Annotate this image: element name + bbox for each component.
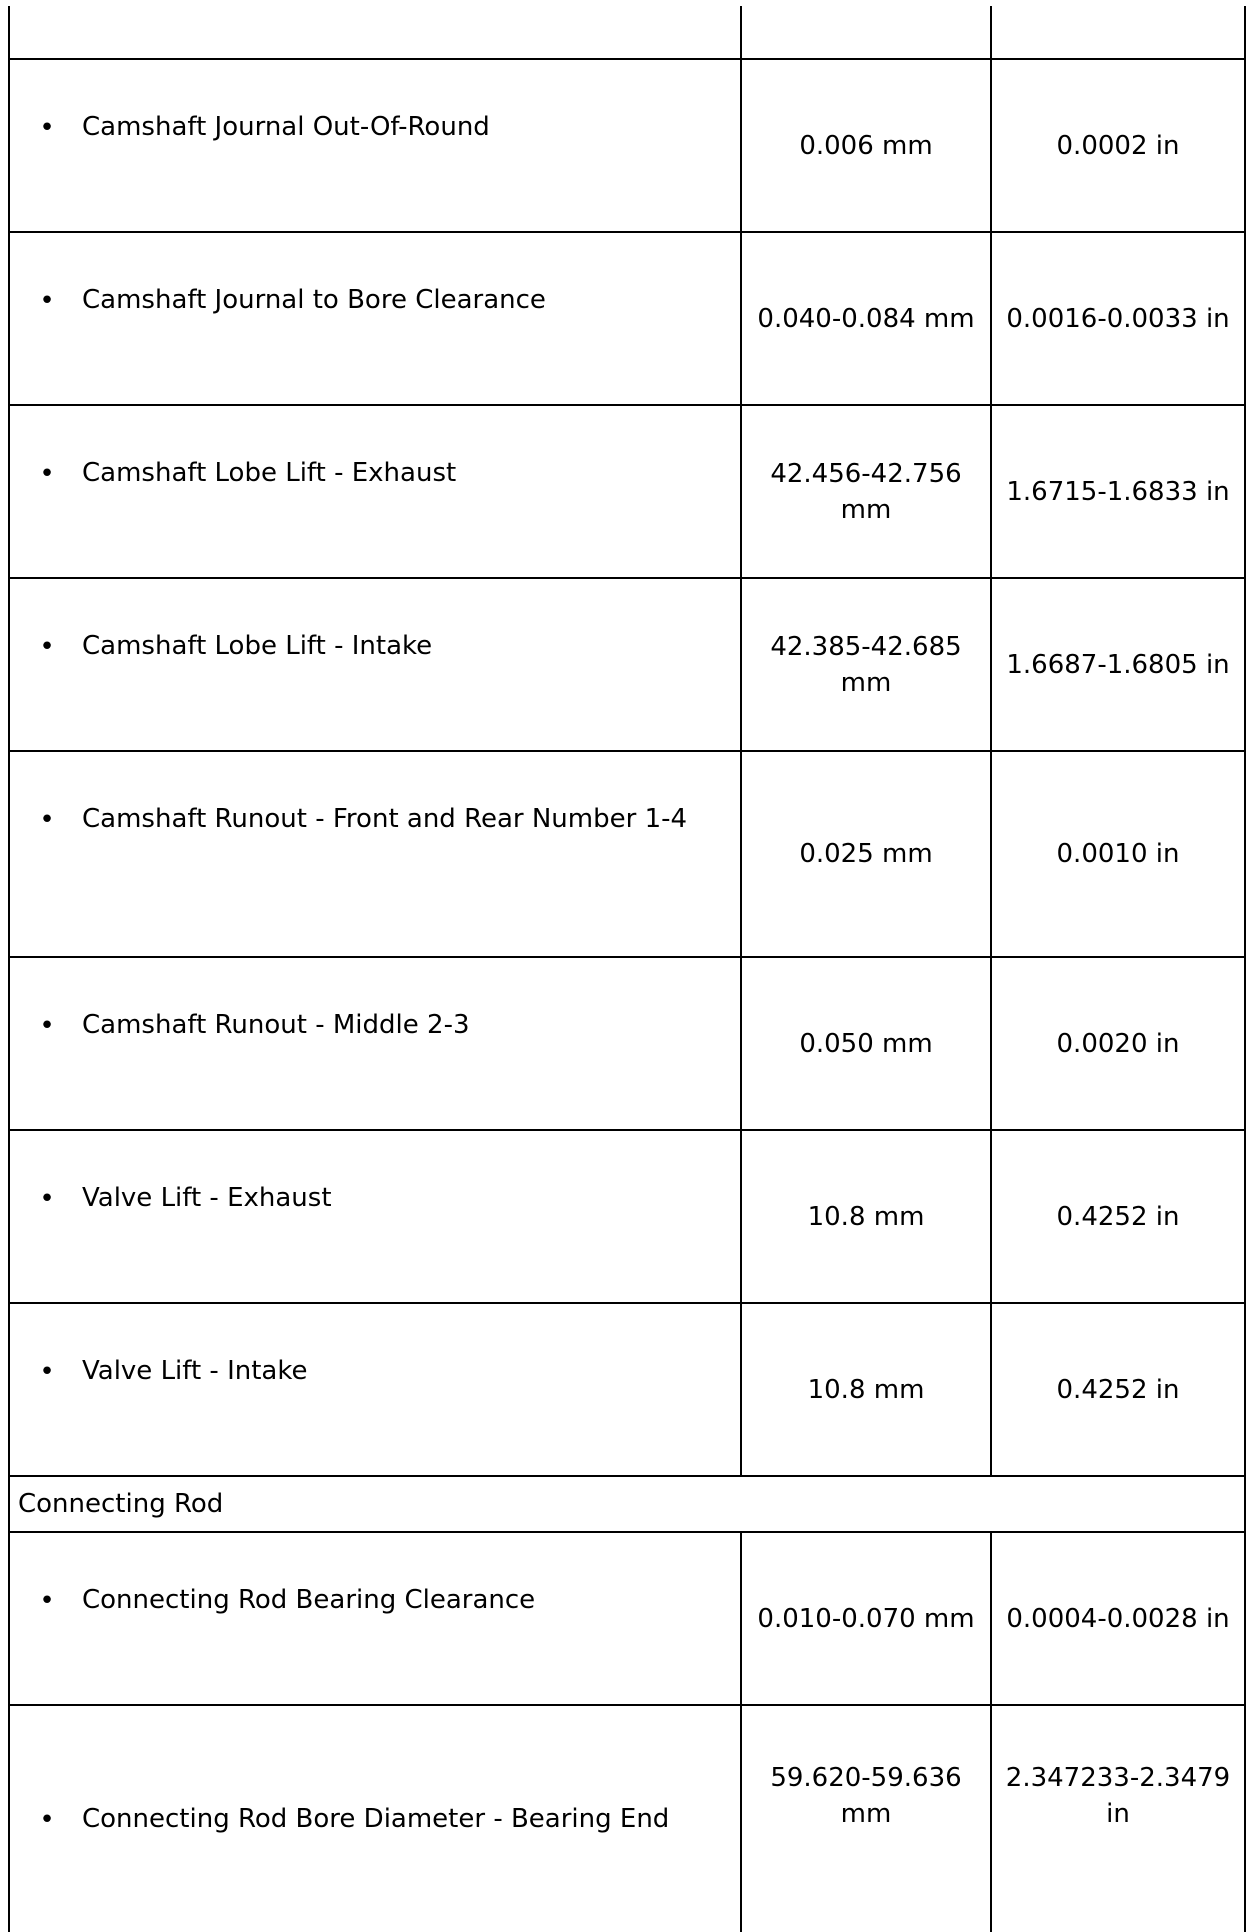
- bullet-icon: •: [39, 1357, 55, 1387]
- section-header-row: [9, 1476, 1245, 1532]
- spec-sheet: [8, 6, 1244, 1932]
- spec-imperial-value: 2.347233-2.3479 in: [991, 1705, 1245, 1932]
- spec-imperial-value: 0.4252 in: [991, 1130, 1245, 1303]
- spec-description-cell: [9, 405, 741, 578]
- table-row: [9, 405, 1245, 578]
- spec-description-cell: [9, 751, 741, 957]
- spec-label: Camshaft Runout - Front and Rear Number 1-4: [82, 804, 688, 834]
- spec-label: Camshaft Lobe Lift - Exhaust: [82, 458, 457, 488]
- bullet-icon: •: [39, 805, 55, 835]
- spec-metric-value: 42.385-42.685 mm: [741, 578, 991, 751]
- table-row: [9, 1130, 1245, 1303]
- bullet-icon: •: [39, 632, 55, 662]
- table-row: [9, 578, 1245, 751]
- spec-imperial-value: 0.0016-0.0033 in: [991, 232, 1245, 405]
- spec-description-cell: [9, 1303, 741, 1476]
- bullet-icon: •: [39, 1805, 55, 1835]
- spec-metric-value: 59.620-59.636 mm: [741, 1705, 991, 1932]
- spec-imperial-value: 0.0010 in: [991, 751, 1245, 957]
- table-row: [9, 232, 1245, 405]
- empty-cell: [9, 6, 741, 59]
- spec-metric-value: 0.050 mm: [741, 957, 991, 1130]
- spec-label: Camshaft Lobe Lift - Intake: [82, 631, 433, 661]
- bullet-icon: •: [39, 1184, 55, 1214]
- specification-table: [8, 6, 1246, 1932]
- spec-description-cell: [9, 1532, 741, 1705]
- table-row: [9, 1303, 1245, 1476]
- table-row: [9, 1705, 1245, 1932]
- empty-cell: [991, 6, 1245, 59]
- empty-cell: [741, 6, 991, 59]
- spec-metric-value: 0.040-0.084 mm: [741, 232, 991, 405]
- spec-metric-value: 42.456-42.756 mm: [741, 405, 991, 578]
- spec-label: Camshaft Journal Out-Of-Round: [82, 112, 490, 142]
- bullet-icon: •: [39, 113, 55, 143]
- spec-metric-value: 0.010-0.070 mm: [741, 1532, 991, 1705]
- spec-imperial-value: 0.4252 in: [991, 1303, 1245, 1476]
- spec-imperial-value: 0.0020 in: [991, 957, 1245, 1130]
- spec-label: Camshaft Journal to Bore Clearance: [82, 285, 546, 315]
- spec-description-cell: [9, 1130, 741, 1303]
- spec-imperial-value: 1.6715-1.6833 in: [991, 405, 1245, 578]
- spec-imperial-value: 0.0004-0.0028 in: [991, 1532, 1245, 1705]
- spec-label: Connecting Rod Bearing Clearance: [82, 1585, 536, 1615]
- bullet-icon: •: [39, 1586, 55, 1616]
- bullet-icon: •: [39, 459, 55, 489]
- table-row: [9, 751, 1245, 957]
- spec-description-cell: [9, 957, 741, 1130]
- section-title-connecting-rod: Connecting Rod: [9, 1476, 1245, 1532]
- spec-metric-value: 10.8 mm: [741, 1130, 991, 1303]
- bullet-icon: •: [39, 1011, 55, 1041]
- table-row: [9, 59, 1245, 232]
- spec-description-cell: [9, 232, 741, 405]
- spec-description-cell: [9, 59, 741, 232]
- spec-label: Valve Lift - Intake: [82, 1356, 308, 1386]
- table-row: [9, 1532, 1245, 1705]
- spec-label: Valve Lift - Exhaust: [82, 1183, 332, 1213]
- table-row: [9, 957, 1245, 1130]
- spec-description-cell: [9, 578, 741, 751]
- spec-metric-value: 10.8 mm: [741, 1303, 991, 1476]
- spec-metric-value: 0.006 mm: [741, 59, 991, 232]
- spec-description-cell: [9, 1705, 741, 1932]
- spec-imperial-value: 0.0002 in: [991, 59, 1245, 232]
- bullet-icon: •: [39, 286, 55, 316]
- table-row-top-continuation: [9, 6, 1245, 59]
- spec-label: Camshaft Runout - Middle 2-3: [82, 1010, 470, 1040]
- spec-metric-value: 0.025 mm: [741, 751, 991, 957]
- spec-label: Connecting Rod Bore Diameter - Bearing End: [82, 1804, 670, 1834]
- spec-imperial-value: 1.6687-1.6805 in: [991, 578, 1245, 751]
